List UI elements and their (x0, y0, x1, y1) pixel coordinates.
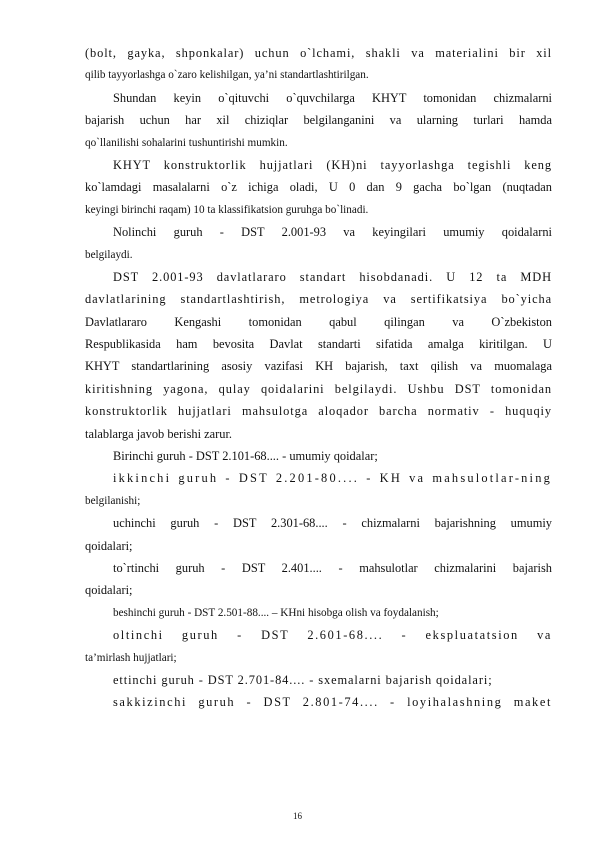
text-line: belgilaydi. (85, 248, 133, 261)
text-line: qoidalari; (85, 583, 133, 598)
text-line: beshinchi guruh - DST 2.501-88.... – KHni hisobga olish va foydalanish; (113, 606, 439, 619)
text-line: keyingi birinchi raqam) 10 ta klassifikatsion guruhga bo`linadi. (85, 203, 369, 216)
text-line: belgilanishi; (85, 494, 141, 507)
text-line: bajarish uchun har xil chiziqlar belgilanganini va ularning turlari hamda (85, 113, 552, 128)
text-line: talablarga javob berishi zarur. (85, 426, 233, 441)
text-line: Birinchi guruh - DST 2.101-68.... - umumiy qoidalar; (113, 449, 378, 464)
text-line: KHYT standartlarining asosiy vazifasi KH bajarish, taxt qilish va muomalaga (85, 359, 552, 374)
text-line: uchinchi guruh - DST 2.301-68.... - chizmalarni bajarishning umumiy (113, 516, 552, 531)
text-line: sakkizinchi guruh - DST 2.801-74.... - loyihalashning maket (113, 695, 552, 710)
text-line: Davlatlararo Kengashi tomonidan qabul qilingan va O`zbekiston (85, 314, 552, 329)
page-number: 16 (293, 811, 302, 821)
text-line: qoidalari; (85, 538, 133, 553)
text-line: Nolinchi guruh - DST 2.001-93 va keyingilari umumiy qoidalarni (113, 225, 552, 240)
text-line: kiritishning yagona, qulay qoidalarini belgilaydi. Ushbu DST tomonidan (85, 381, 552, 396)
text-line: (bolt, gayka, shponkalar) uchun o`lchami, shakli va materialini bir xil (85, 46, 552, 60)
text-line: Shundan keyin o`qituvchi o`quvchilarga KHYT tomonidan chizmalarni (113, 90, 552, 105)
text-line: Respublikasida ham bevosita Davlat standarti sifatida amalga kiritilgan. U (85, 337, 552, 352)
text-line: ikkinchi guruh - DST 2.201-80.... - KH va mahsulotlar-ning (113, 471, 552, 486)
text-line: KHYT konstruktorlik hujjatlari (KH)ni tayyorlashga tegishli keng (113, 157, 552, 172)
text-line: qo`llanilishi sohalarini tushuntirishi mumkin. (85, 136, 288, 149)
text-line: ettinchi guruh - DST 2.701-84.... - sxemalarni bajarish qoidalari; (113, 672, 493, 687)
text-line: konstruktorlik hujjatlari mahsulotga aloqador barcha normativ - huquqiy (85, 404, 552, 419)
text-line: ta’mirlash hujjatlari; (85, 651, 177, 664)
text-line: davlatlarining standartlashtirish, metrologiya va sertifikatsiya bo`yicha (85, 292, 552, 307)
text-line: ko`lamdagi masalalarni o`z ichiga oladi, U 0 dan 9 gacha bo`lgan (nuqtadan (85, 180, 552, 195)
text-line: DST 2.001-93 davlatlararo standart hisobdanadi. U 12 ta MDH (113, 269, 552, 284)
text-line: to`rtinchi guruh - DST 2.401.... - mahsulotlar chizmalarini bajarish (113, 560, 552, 575)
text-line: qilib tayyorlashga o`zaro kelishilgan, ya’ni standartlashtirilgan. (85, 69, 369, 82)
document-body (85, 42, 552, 714)
text-line: oltinchi guruh - DST 2.601-68.... - ekspluatatsion va (113, 628, 552, 643)
